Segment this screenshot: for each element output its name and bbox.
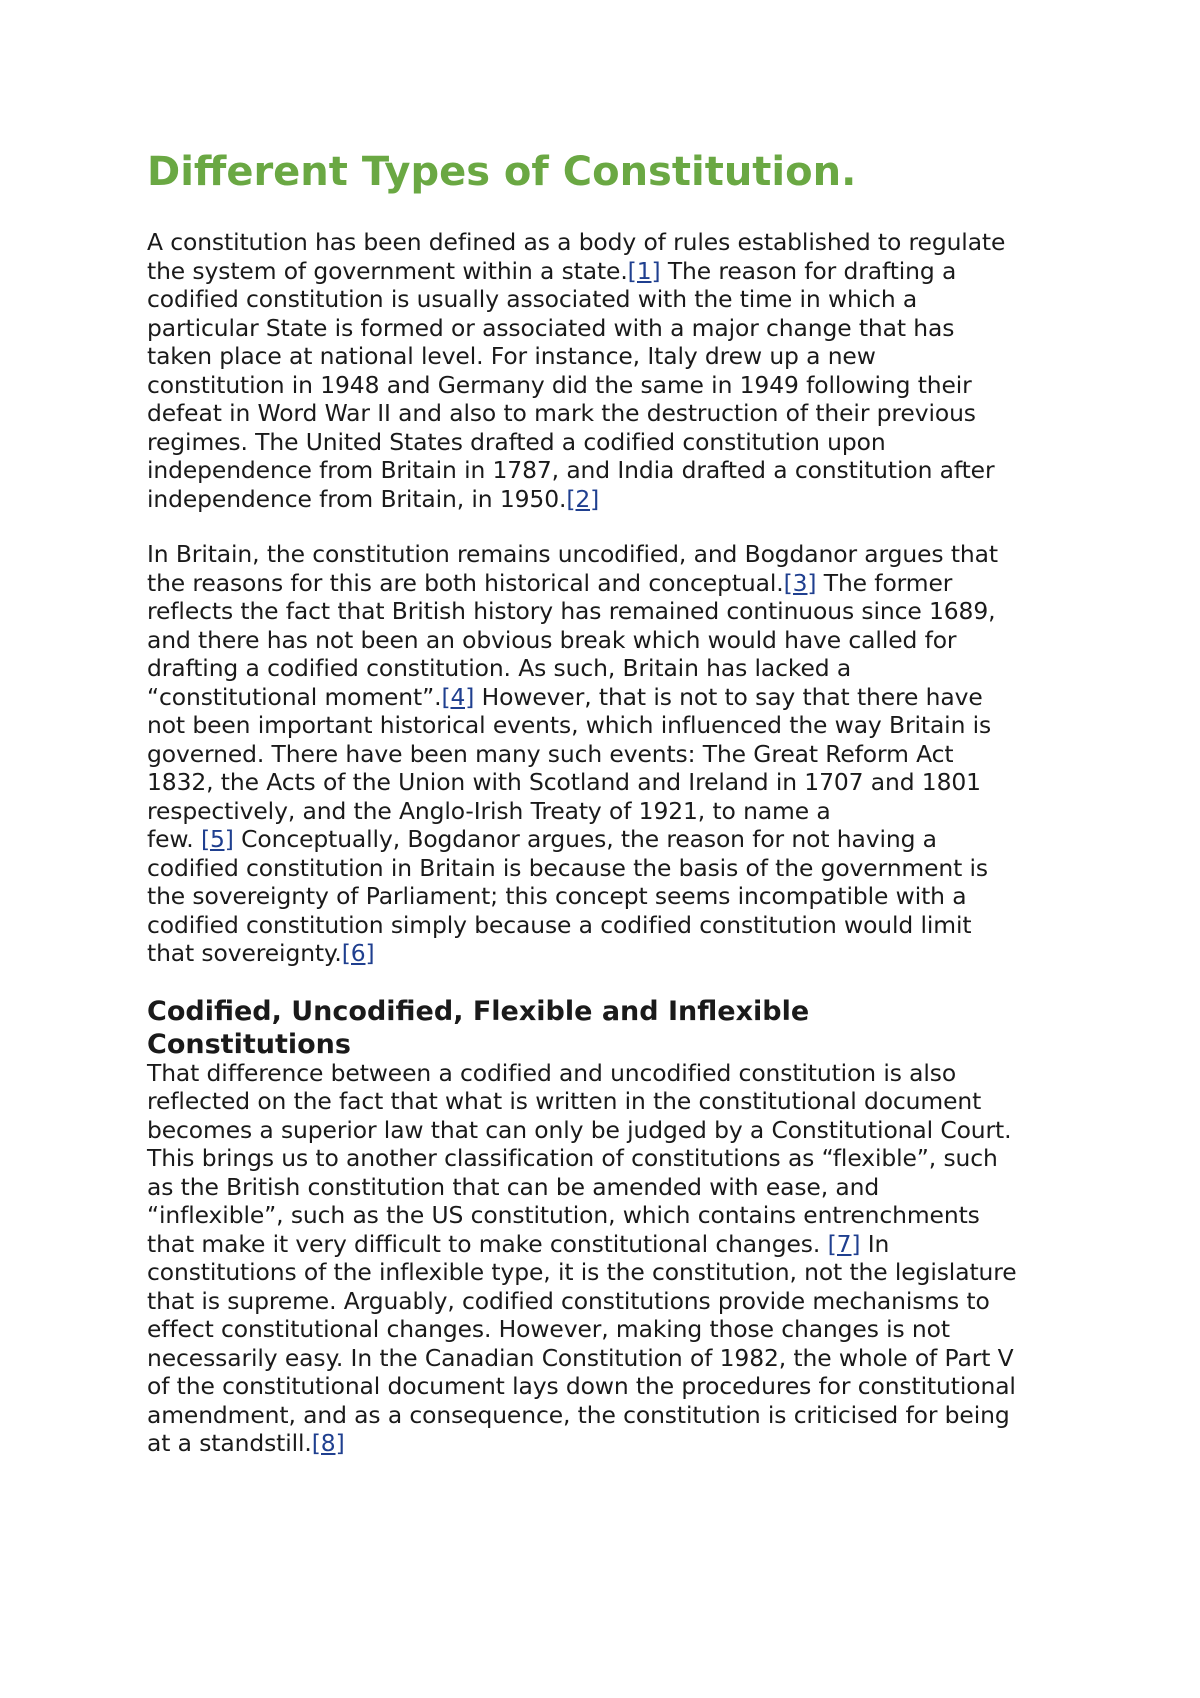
text-line [147,485,1067,514]
text-line: particular State is formed or associated with a major change that has [147,313,955,342]
text-line: A constitution has been defined as a body of rules established to regulate [147,228,1006,256]
text-line: effect constitutional changes. However, making those changes is not [147,1315,950,1343]
text-line: codified constitution in Britain is because the basis of the government is [147,853,989,882]
text-line [147,683,1067,712]
text-span: the reasons for this are both historical and conceptual. [147,568,784,597]
footnote-link-2[interactable]: [2] [566,484,600,513]
paragraph-definition [147,228,1067,513]
footnote-link-3[interactable]: [3] [783,568,817,597]
page-title: Different Types of Constitution. [147,149,857,195]
text-span: Conceptually, Bogdanor argues, the reason for not having a [233,825,937,853]
text-span: The former [816,568,953,597]
text-line [147,569,1067,598]
footnote-link-1[interactable]: [1] [627,256,661,285]
text-span: few. [147,825,201,853]
text-line: reflects the fact that British history has remained continuous since 1689, [147,597,996,625]
text-line: This brings us to another classification of constitutions as “flexible”, such [147,1144,998,1172]
text-span: “constitutional moment”. [147,682,442,711]
text-line: amendment, and as a consequence, the constitution is criticised for being [147,1400,1010,1429]
text-line: “inflexible”, such as the US constitution, which contains entrenchments [147,1201,980,1229]
text-line: independence from Britain in 1787, and India drafted a constitution after [147,456,995,484]
text-span: In [860,1229,890,1258]
text-line: the sovereignty of Parliament; this concept seems incompatible with a [147,882,967,910]
text-line: drafting a codified constitution. As such, Britain has lacked a [147,654,852,682]
text-line: necessarily easy. In the Canadian Constitution of 1982, the whole of Part V [147,1343,1014,1372]
text-line: In Britain, the constitution remains uncodified, and Bogdanor argues that [147,540,998,568]
text-line: constitution in 1948 and Germany did the same in 1949 following their [147,370,972,399]
section-heading [147,995,1067,1061]
text-line: not been important historical events, which influenced the way Britain is [147,711,992,739]
footnote-link-4[interactable]: [4] [441,682,475,711]
text-line: That difference between a codified and uncodified constitution is also [147,1058,957,1087]
footnote-link-7[interactable]: [7] [827,1229,861,1258]
text-line: of the constitutional document lays down the procedures for constitutional [147,1372,1016,1400]
text-span: that sovereignty. [147,939,342,967]
text-line: as the British constitution that can be amended with ease, and [147,1172,880,1201]
paragraph-britain [147,540,1067,968]
text-span: independence from Britain, in 1950. [147,484,567,513]
text-line: taken place at national level. For instance, Italy drew up a new [147,342,876,370]
text-line [147,1230,1067,1259]
text-line: regimes. The United States drafted a codified constitution upon [147,427,886,456]
text-line: defeat in Word War II and also to mark the destruction of their previous [147,399,976,427]
text-line: codified constitution is usually associated with the time in which a [147,285,918,313]
text-line: governed. There have been many such events: The Great Reform Act [147,739,954,768]
text-line: reflected on the fact that what is written in the constitutional document [147,1087,982,1115]
footnote-link-6[interactable]: [6] [341,939,375,967]
text-line: becomes a superior law that can only be judged by a Constitutional Court. [147,1115,1012,1144]
heading-line: Codified, Uncodified, Flexible and Inflexible [147,995,810,1027]
text-line: respectively, and the Anglo-Irish Treaty of 1921, to name a [147,796,831,825]
text-line: that is supreme. Arguably, codified constitutions provide mechanisms to [147,1286,990,1315]
text-span: the system of government within a state. [147,256,628,285]
text-line [147,825,1067,854]
text-line: codified constitution simply because a codified constitution would limit [147,910,972,939]
paragraph-flexible [147,1059,1067,1458]
text-line [147,939,1067,968]
text-line [147,1429,1067,1458]
text-line: and there has not been an obvious break which would have called for [147,625,957,654]
text-line: constitutions of the inflexible type, it is the constitution, not the legislature [147,1258,1017,1286]
heading-line: Constitutions [147,1028,351,1060]
text-span: However, that is not to say that there have [474,682,983,711]
text-span: at a standstill. [147,1429,312,1457]
footnote-link-8[interactable]: [8] [311,1429,345,1457]
text-line: 1832, the Acts of the Union with Scotland and Ireland in 1707 and 1801 [147,768,981,796]
document-page [147,140,1067,1485]
text-span: that make it very difficult to make constitutional changes. [147,1229,828,1258]
footnote-link-5[interactable]: [5] [200,825,234,853]
text-span: The reason for drafting a [660,256,957,285]
text-line [147,257,1067,286]
